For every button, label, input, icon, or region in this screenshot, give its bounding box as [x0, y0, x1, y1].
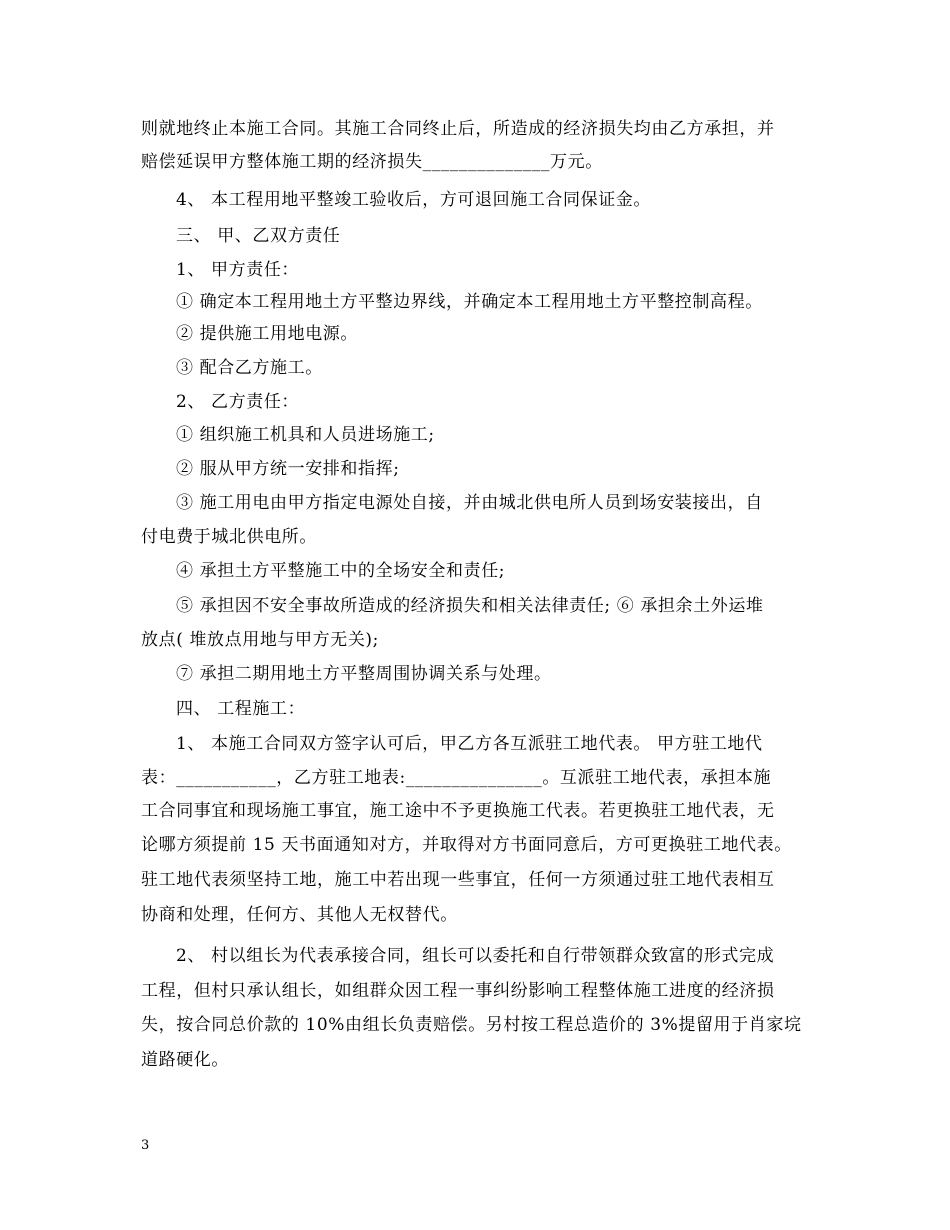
text-line: ⑤ 承担因不安全事故所造成的经济损失和相关法律责任; ⑥ 承担余土外运堆 — [176, 596, 764, 616]
text-line: ⑦ 承担二期用地土方平整周围协调关系与处理。 — [176, 664, 552, 684]
text-line: 付电费于城北供电所。 — [141, 527, 317, 547]
text-line: ① 确定本工程用地土方平整边界线，并确定本工程用地土方平整控制高程。 — [176, 292, 763, 312]
text-line: 放点( 堆放点用地与甲方无关); — [141, 630, 379, 650]
text-line: 论哪方须提前 15 天书面通知对方，并取得对方书面同意后，方可更换驻工地代表。 — [141, 835, 792, 855]
text-line: 道路硬化。 — [141, 1050, 229, 1070]
text-line: 工合同事宜和现场施工事宜，施工途中不予更换施工代表。若更换驻工地代表，无 — [141, 801, 775, 821]
page-number: 3 — [141, 1138, 150, 1153]
text-line: ① 组织施工机具和人员进场施工; — [176, 425, 435, 445]
text-line: ② 服从甲方统一安排和指挥; — [176, 459, 400, 479]
text-line: ③ 施工用电由甲方指定电源处自接，并由城北供电所人员到场安装接出，自 — [176, 493, 763, 513]
text-line: 1、 本施工合同双方签字认可后，甲乙方各互派驻工地代表。 甲方驻工地代 — [176, 734, 763, 754]
text-line: 驻工地代表须坚持工地，施工中若出现一些事宜，任何一方须通过驻工地代表相互 — [141, 870, 775, 890]
text-line: 2、 乙方责任： — [176, 392, 300, 412]
text-line: 2、 村以组长为代表承接合同，组长可以委托和自行带领群众致富的形式完成 — [176, 946, 775, 966]
text-line: 4、 本工程用地平整竣工验收后，方可退回施工合同保证金。 — [176, 190, 652, 210]
text-line: 赔偿延误甲方整体施工期的经济损失______________万元。 — [141, 152, 603, 172]
text-line: 表：___________，乙方驻工地表:_______________。互派驻工地代表，承担本施 — [141, 768, 772, 788]
text-line: 工程，但村只承认组长，如组群众因工程一事纠纷影响工程整体施工进度的经济损 — [141, 981, 775, 1001]
section-heading: 四、 工程施工： — [176, 699, 306, 719]
text-line: ② 提供施工用地电源。 — [176, 324, 359, 344]
text-line: 协商和处理，任何方、其他人无权替代。 — [141, 905, 458, 925]
text-line: 1、 甲方责任： — [176, 260, 300, 280]
section-heading: 三、 甲、乙双方责任 — [176, 226, 341, 246]
text-line: ③ 配合乙方施工。 — [176, 358, 323, 378]
text-line: ④ 承担土方平整施工中的全场安全和责任; — [176, 561, 506, 581]
text-line: 失，按合同总价款的 10%由组长负责赔偿。另村按工程总造价的 3%提留用于肖家垸 — [141, 1015, 802, 1035]
text-line: 则就地终止本施工合同。其施工合同终止后，所造成的经济损失均由乙方承担，并 — [141, 119, 775, 139]
